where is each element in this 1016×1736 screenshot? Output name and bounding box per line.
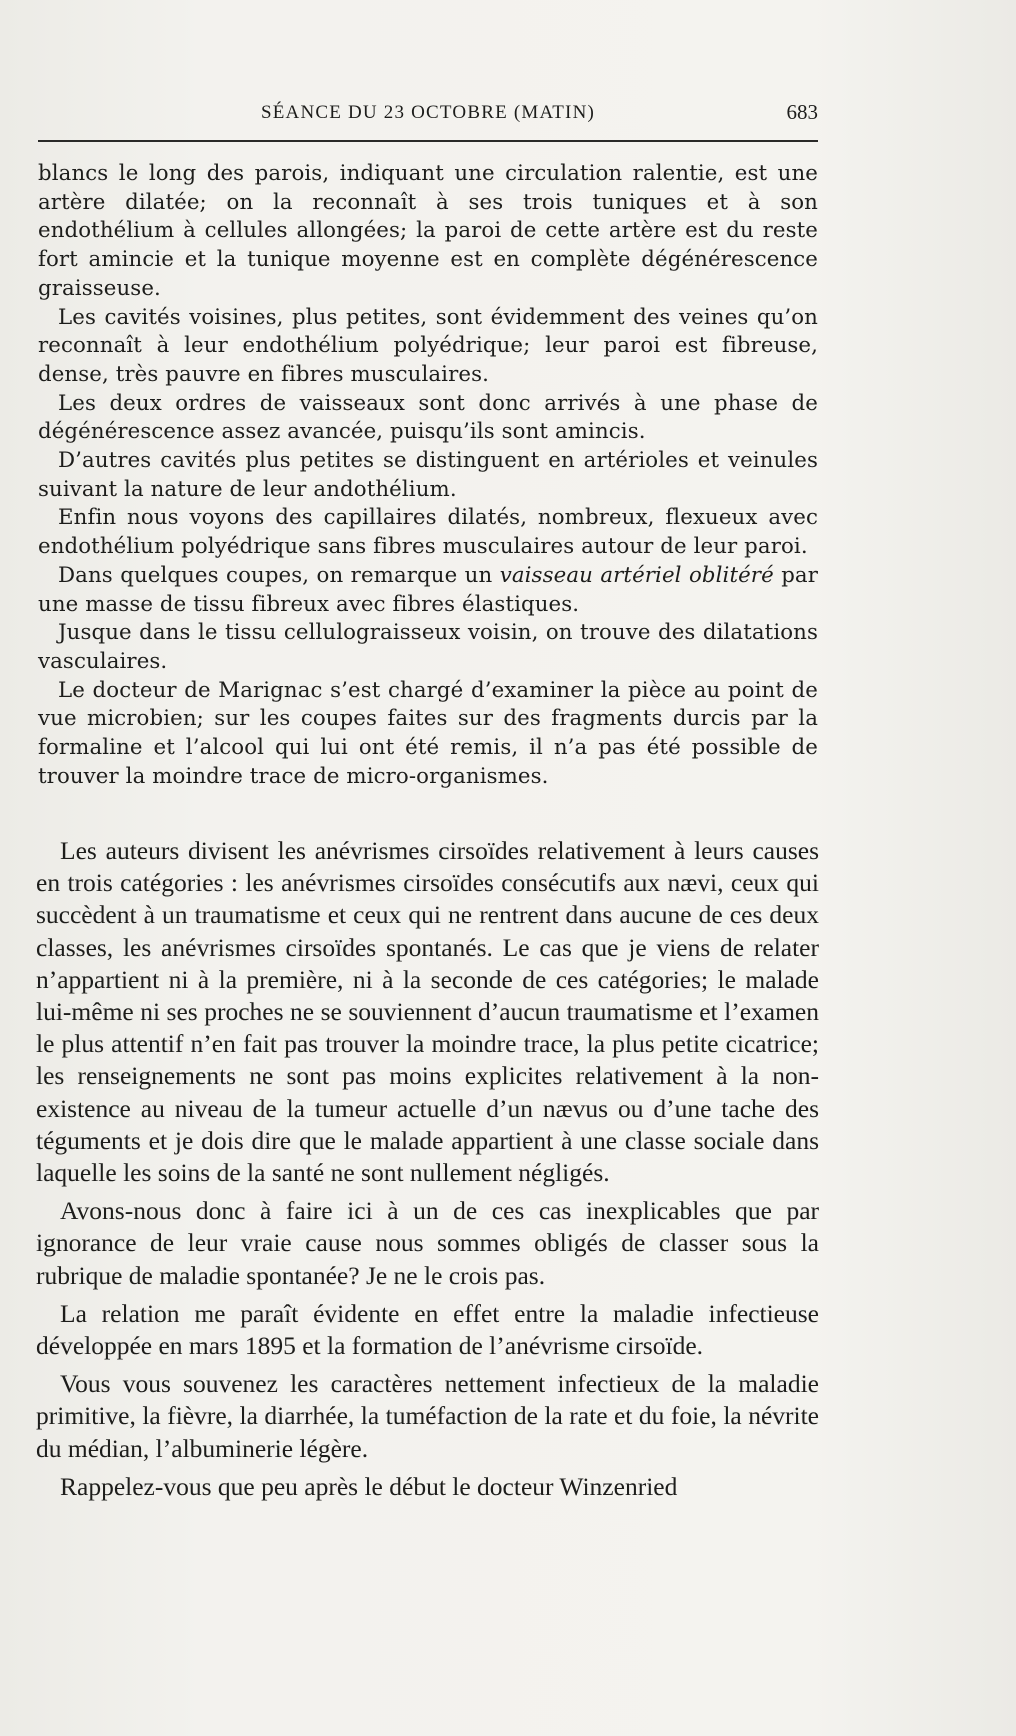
paragraph: Les auteurs divisent les anévrismes cirsoïdes relativement à leurs causes en trois catégories : les anévrismes cirsoïdes consécutifs aux nævi, ceux qui succèdent à un traumatisme et ceux qui ne rentrent dans aucune de ces deux classes, les anévrismes cirsoïdes spontanés. Le cas que je viens de relater n’appartient ni à la première, ni à la seconde de ces catégories; le malade lui-même ni ses proches ne se souviennent d’aucun traumatisme et l’examen le plus attentif n’en fait pas trouver la moindre trace, la plus petite cicatrice; les renseignements ne sont pas moins explicites relativement à la non-existence au niveau de la tumeur actuelle d’un nævus ou d’une tache des téguments et je dois dire que le malade appartient à une classe sociale dans laquelle les soins de la santé ne sont nullement négligés. xyxy=(36,836,819,1188)
paragraph: Le docteur de Marignac s’est chargé d’examiner la pièce au point de vue microbien; sur les coupes faites sur des fragments durcis par la formaline et l’alcool qui lui ont été remis, il n’a pas été possible de trouver la moindre trace de micro-organismes. xyxy=(38,677,818,789)
paragraph: Les cavités voisines, plus petites, sont évidemment des veines qu’on reconnaît à leur endothélium polyédrique; leur paroi est fibreuse, dense, très pauvre en fibres musculaires. xyxy=(38,304,818,387)
paragraph: D’autres cavités plus petites se distinguent en artérioles et veinules suivant la nature de leur andothélium. xyxy=(38,448,818,502)
discussion-section xyxy=(36,835,819,1503)
paragraph: Enfin nous voyons des capillaires dilatés, nombreux, flexueux avec endothélium polyédrique sans fibres musculaires autour de leur paroi. xyxy=(38,505,818,560)
report-section xyxy=(38,160,818,791)
paragraph: Les deux ordres de vaisseaux sont donc arrivés à une phase de dégénérescence assez avancée, puisqu’ils sont amincis. xyxy=(38,390,818,445)
italic-term: vaisseau artériel oblitéré xyxy=(499,562,774,588)
running-title: SÉANCE DU 23 OCTOBRE (MATIN) xyxy=(260,102,596,123)
paragraph: La relation me paraît évidente en effet entre la maladie infectieuse développée en mars 1895 et la formation de l’anévrisme cirsoïde. xyxy=(36,1298,819,1361)
paragraph: blancs le long des parois, indiquant une circulation ralentie, est une artère dilatée; on la reconnaît à ses trois tuniques et à son endothélium à cellules allongées; la paroi de cette artère est du reste fort amincie et la tunique moyenne est en complète dégénérescence graisseuse. xyxy=(38,161,818,301)
paragraph-oblitere xyxy=(38,562,818,619)
page-header xyxy=(38,98,818,128)
text-run: par une masse de tissu fibreux avec fibres élastiques. xyxy=(38,562,819,617)
text-run: Dans quelques coupes, on remarque un xyxy=(58,562,500,588)
paragraph: Avons-nous donc à faire ici à un de ces cas inexplicables que par ignorance de leur vraie cause nous sommes obligés de classer sous la rubrique de maladie spontanée? Je ne le crois pas. xyxy=(36,1196,819,1290)
paragraph: Vous vous souvenez les caractères nettement infectieux de la maladie primitive, la fièvre, la diarrhée, la tuméfaction de la rate et du foie, la névrite du médian, l’albuminerie légère. xyxy=(36,1369,819,1463)
paragraph: Jusque dans le tissu cellulograisseux voisin, on trouve des dilatations vasculaires. xyxy=(38,620,818,674)
paragraph: Rappelez-vous que peu après le début le docteur Winzenried xyxy=(60,1471,678,1501)
header-rule xyxy=(38,140,818,142)
page-number: 683 xyxy=(786,100,818,124)
